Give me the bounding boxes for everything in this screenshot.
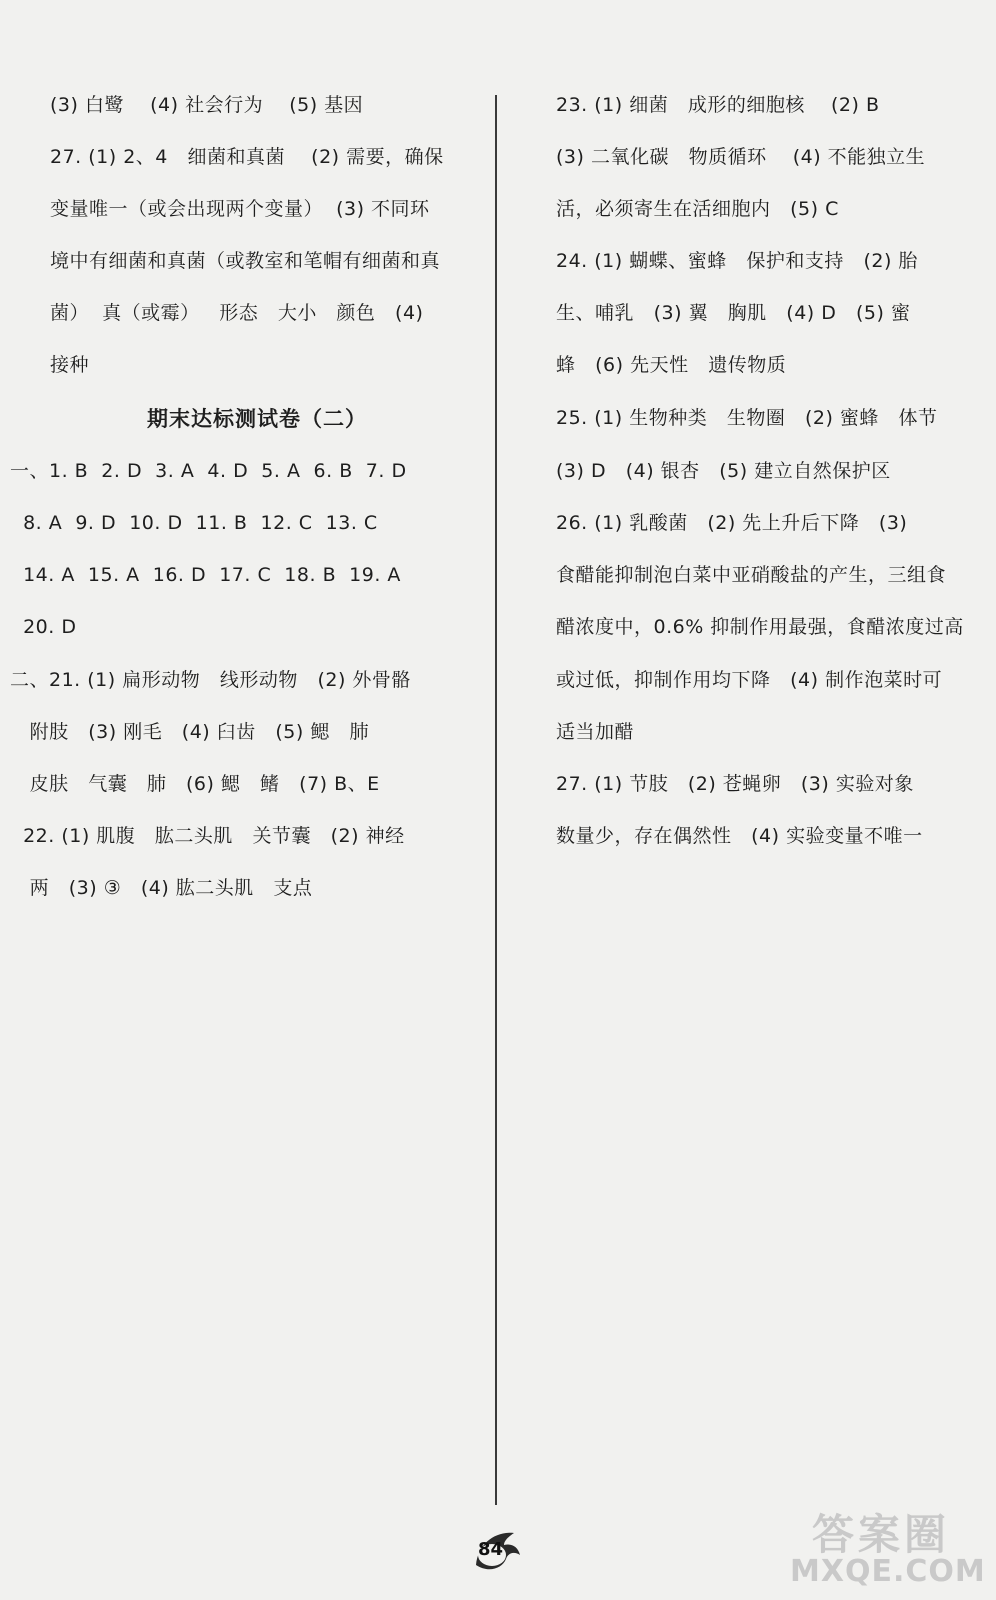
watermark-url: MXQE.COM (790, 1554, 986, 1589)
column-divider (495, 95, 497, 1505)
watermark (790, 1500, 990, 1590)
answer-line: 附肢 (3) 刚毛 (4) 臼齿 (5) 鳃 肺 (10, 721, 369, 743)
answer-line: 食醋能抑制泡白菜中亚硝酸盐的产生，三组食 (556, 564, 947, 586)
answer-line: 醋浓度中，0.6% 抑制作用最强，食醋浓度过高 (556, 616, 964, 638)
watermark-cn: 答案圈 (812, 1510, 951, 1559)
answer-line: 境中有细菌和真菌（或教室和笔帽有细菌和真 (50, 250, 441, 272)
page-number-badge (468, 1525, 528, 1575)
answer-line: 活，必须寄生在活细胞内 (5) C (556, 198, 839, 220)
answer-line: 26. (1) 乳酸菌 (2) 先上升后下降 (3) (556, 512, 908, 534)
answer-line: 菌） 真（或霉） 形态 大小 颜色 (4) (50, 302, 424, 324)
answer-line: 接种 (50, 354, 90, 376)
answer-line: 蜂 (6) 先天性 遗传物质 (556, 354, 787, 376)
answer-line: 二、21. (1) 扁形动物 线形动物 (2) 外骨骼 (10, 669, 411, 691)
answer-line: 变量唯一（或会出现两个变量） (3) 不同环 (50, 198, 430, 220)
answer-line: 8. A 9. D 10. D 11. B 12. C 13. C (10, 512, 378, 534)
section-heading: 期末达标测试卷（二） (147, 407, 367, 431)
answer-line: 一、1. B 2. D 3. A 4. D 5. A 6. B 7. D (10, 460, 407, 482)
answer-line: (3) 二氧化碳 物质循环 (4) 不能独立生 (556, 146, 926, 168)
answer-line: 皮肤 气囊 肺 (6) 鳃 鳍 (7) B、E (10, 773, 380, 795)
answer-line: 生、哺乳 (3) 翼 胸肌 (4) D (5) 蜜 (556, 302, 911, 324)
answer-line: 22. (1) 肌腹 肱二头肌 关节囊 (2) 神经 (10, 825, 405, 847)
answer-line: 27. (1) 2、4 细菌和真菌 (2) 需要，确保 (50, 146, 444, 168)
answer-line: 24. (1) 蝴蝶、蜜蜂 保护和支持 (2) 胎 (556, 250, 918, 272)
answer-line: 数量少，存在偶然性 (4) 实验变量不唯一 (556, 825, 923, 847)
answer-line: 27. (1) 节肢 (2) 苍蝇卵 (3) 实验对象 (556, 773, 914, 795)
answer-line: (3) D (4) 银杏 (5) 建立自然保护区 (556, 460, 891, 482)
answer-line: 23. (1) 细菌 成形的细胞核 (2) B (556, 94, 880, 116)
answer-line: 14. A 15. A 16. D 17. C 18. B 19. A (10, 564, 401, 586)
answer-line: 适当加醋 (556, 721, 635, 743)
answer-line: 20. D (10, 616, 77, 638)
answer-line: (3) 白鹭 (4) 社会行为 (5) 基因 (50, 94, 364, 116)
answer-line: 或过低，抑制作用均下降 (4) 制作泡菜时可 (556, 669, 943, 691)
answer-line: 两 (3) ③ (4) 肱二头肌 支点 (10, 877, 313, 899)
answer-line: 25. (1) 生物种类 生物圈 (2) 蜜蜂 体节 (556, 407, 938, 429)
page-number: 84 (478, 1539, 504, 1560)
